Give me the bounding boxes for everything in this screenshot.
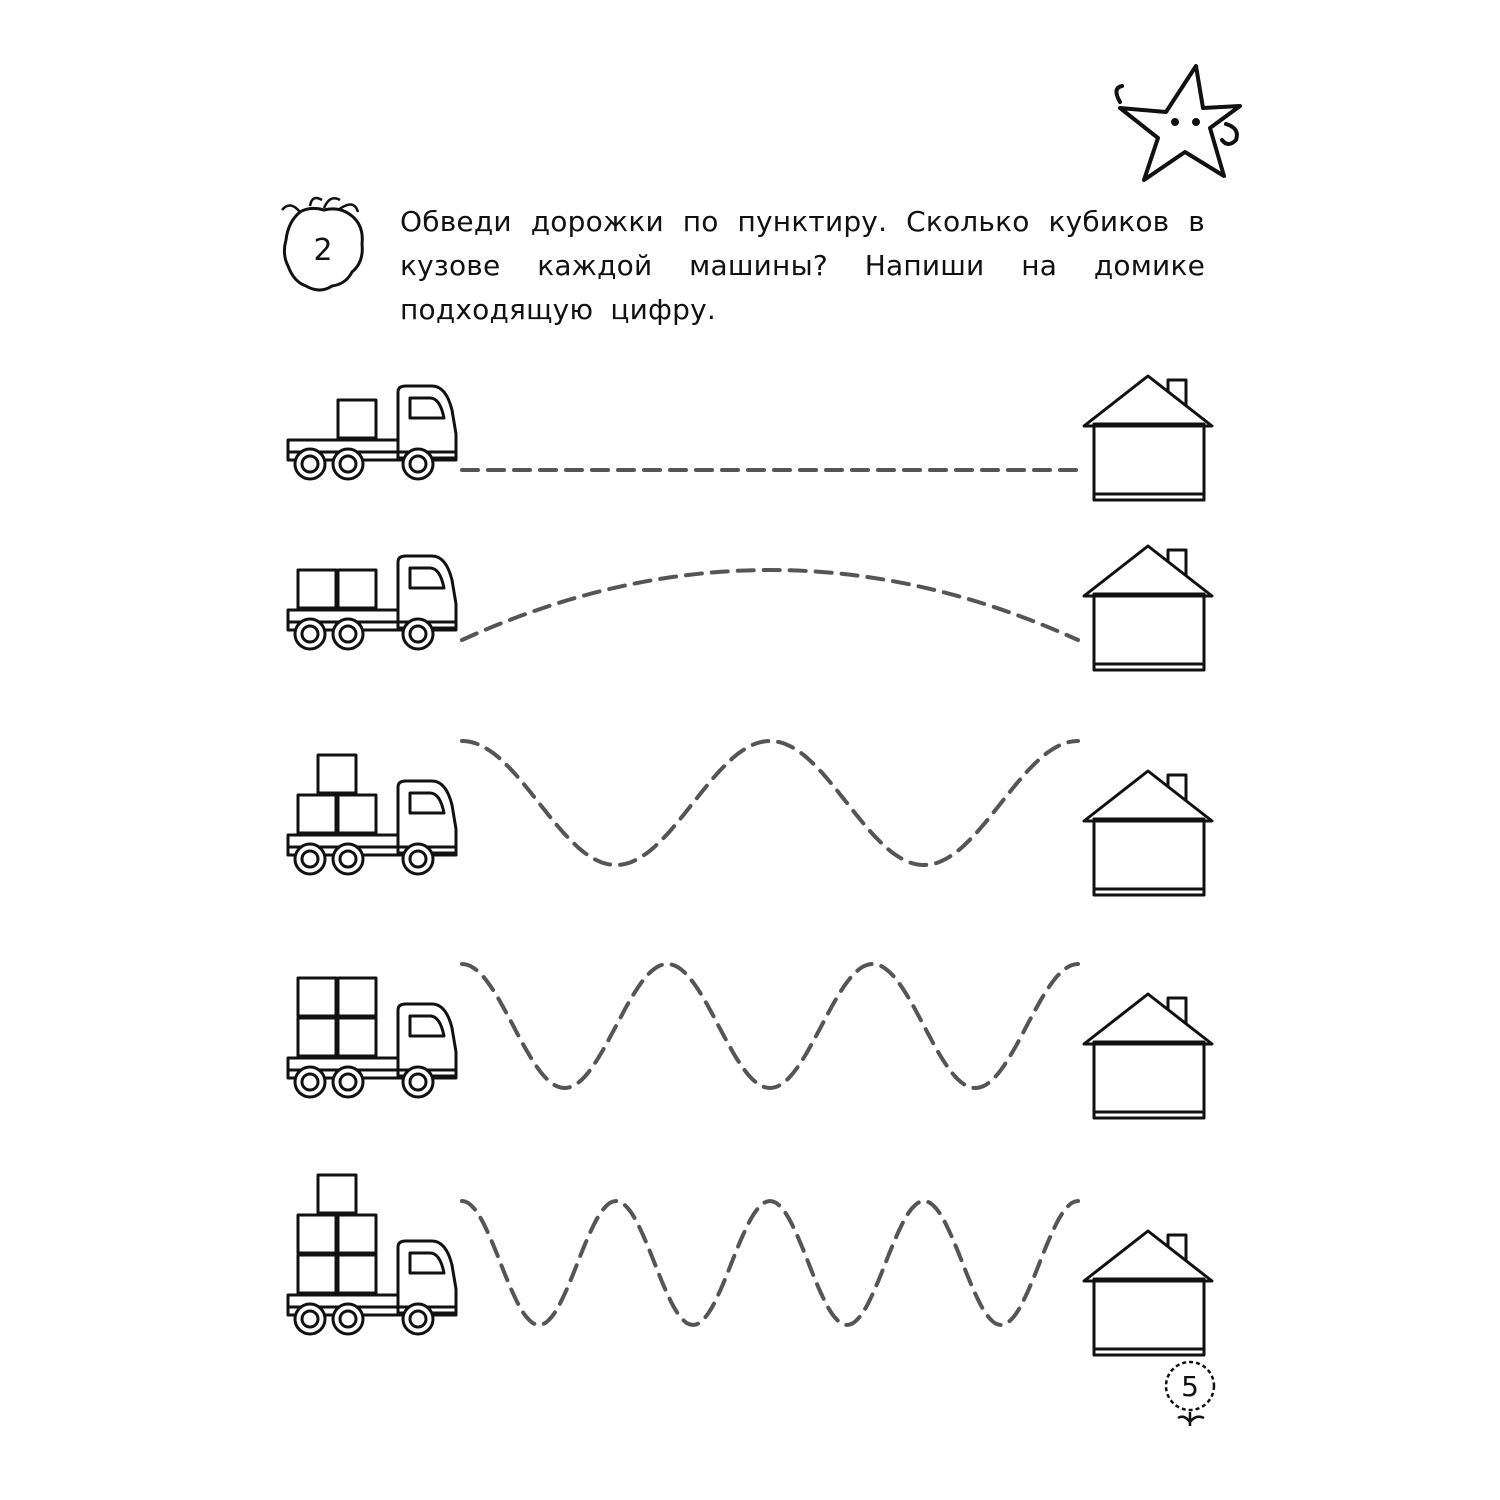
house-wall [1094,819,1204,895]
wheel [295,449,325,479]
house-wall [1094,1042,1204,1118]
house-icon [1084,376,1212,500]
truck-icon [288,1175,456,1334]
task-number: 2 [313,233,333,268]
truck-icon [288,556,456,649]
dashed-trace-path [462,741,1078,865]
house-roof [1084,994,1212,1044]
wheel [295,1304,325,1334]
wheel [333,619,363,649]
row-2 [288,546,1212,670]
dashed-trace-path [462,1201,1078,1325]
dashed-trace-path [462,570,1078,640]
wheel [333,844,363,874]
truck-window [410,568,444,588]
dashed-trace-path [462,964,1078,1088]
row-1 [288,376,1212,500]
page-number: 5 [1181,1370,1199,1403]
house-icon [1084,771,1212,895]
cube-icon [298,1255,336,1293]
house-icon [1084,994,1212,1118]
house-roof [1084,1231,1212,1281]
cube-icon [298,1018,336,1056]
truck-window [410,1016,444,1036]
wheel [295,844,325,874]
row-4 [288,964,1212,1118]
wheel [295,1067,325,1097]
wheel [403,1304,433,1334]
cube-icon [298,1215,336,1253]
wheel [333,1304,363,1334]
house-roof [1084,771,1212,821]
house-roof [1084,546,1212,596]
cube-icon [338,978,376,1016]
cube-icon [298,570,336,608]
wheel [295,619,325,649]
cube-icon [298,978,336,1016]
cube-icon [338,1215,376,1253]
star-mascot-icon [1116,66,1240,180]
cube-icon [338,1018,376,1056]
house-icon [1084,1231,1212,1355]
truck-window [410,793,444,813]
rows-container [288,376,1212,1355]
cube-icon [338,795,376,833]
house-wall [1094,1279,1204,1355]
truck-icon [288,386,456,479]
wheel [403,619,433,649]
cube-icon [298,795,336,833]
truck-icon [288,978,456,1097]
cube-icon [318,755,356,793]
house-wall [1094,594,1204,670]
house-roof [1084,376,1212,426]
house-icon [1084,546,1212,670]
cube-icon [338,570,376,608]
row-3 [288,741,1212,895]
wheel [333,1067,363,1097]
cube-icon [338,400,376,438]
cube-icon [338,1255,376,1293]
truck-icon [288,755,456,874]
task-instruction: Обведи дорожки по пунктиру. Сколько кубиков в кузове каждой машины? Напиши на домике подходящую цифру. [400,205,1205,326]
wheel [403,449,433,479]
wheel [403,844,433,874]
wheel [333,449,363,479]
truck-window [410,1253,444,1273]
house-wall [1094,424,1204,500]
row-5 [288,1175,1212,1355]
truck-window [410,398,444,418]
cube-icon [318,1175,356,1213]
wheel [403,1067,433,1097]
